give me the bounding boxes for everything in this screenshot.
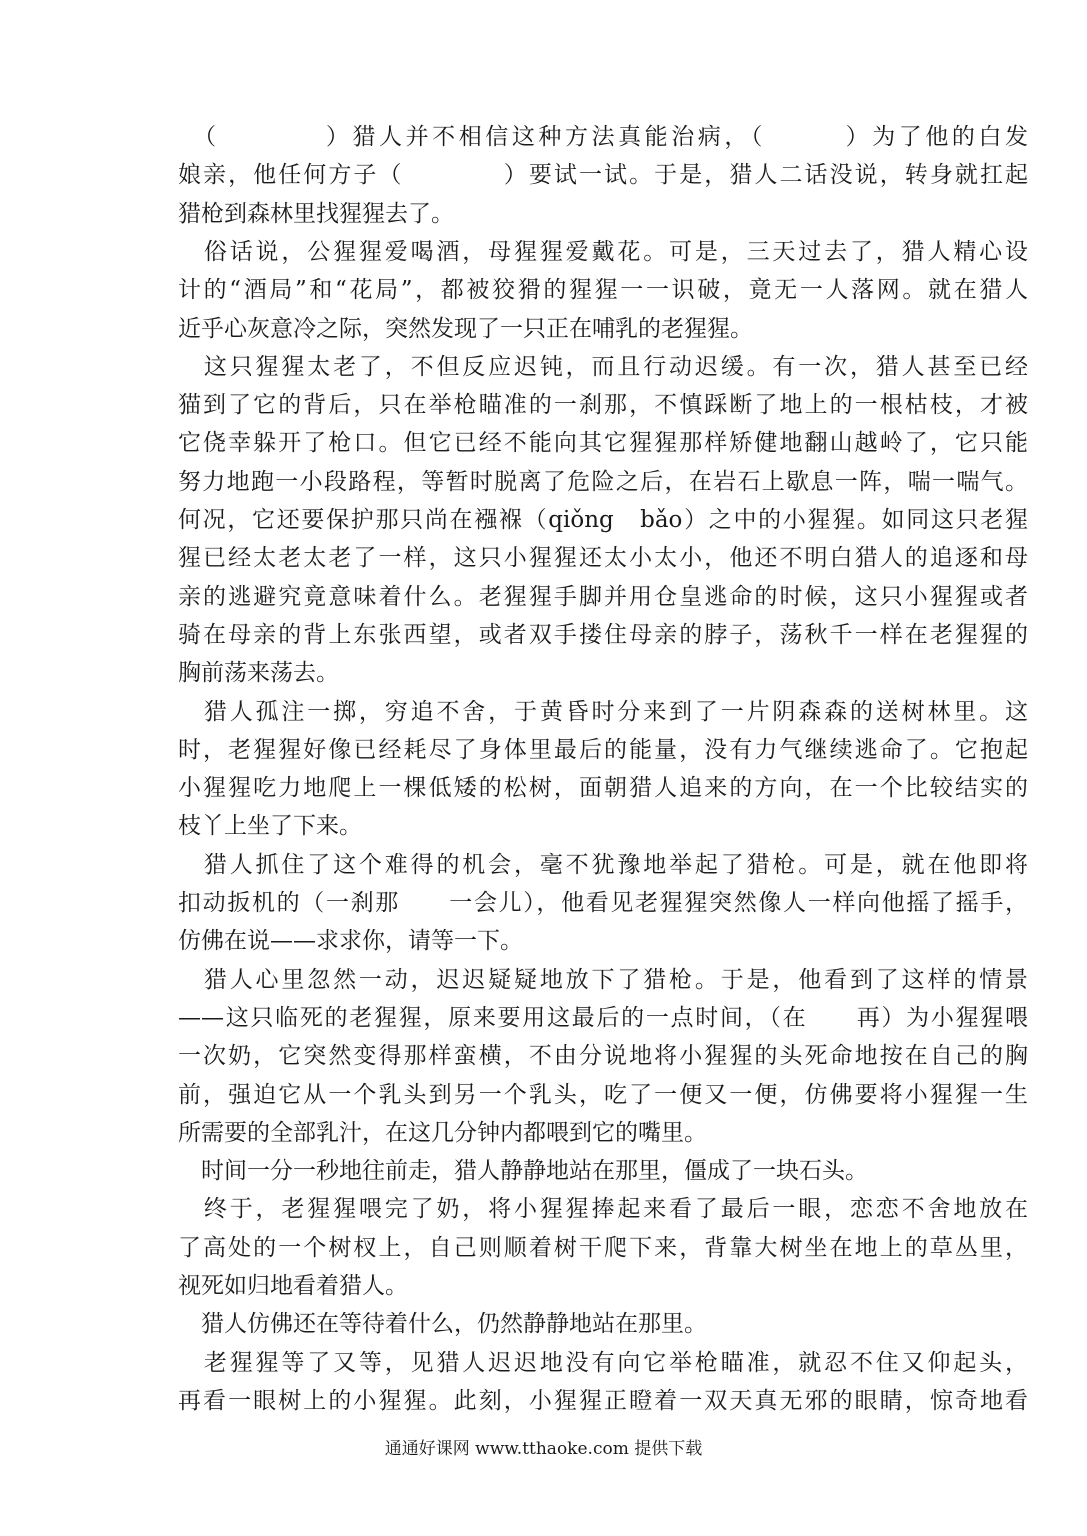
text-line: 时，老猩猩好像已经耗尽了身体里最后的能量，没有力气继续逃命了。它抱起 [178, 737, 1028, 763]
text-line: 它侥幸躲开了枪口。但它已经不能向其它猩猩那样矫健地翻山越岭了，它只能 [178, 430, 1028, 456]
text-line: 胸前荡来荡去。 [178, 660, 339, 686]
text-line: 再看一眼树上的小猩猩。此刻，小猩猩正瞪着一双天真无邪的眼睛，惊奇地看 [178, 1388, 1028, 1414]
text-line: 一次奶，它突然变得那样蛮横，不由分说地将小猩猩的头死命地按在自己的胸 [178, 1043, 1028, 1069]
text-line: 近乎心灰意冷之际，突然发现了一只正在哺乳的老猩猩。 [178, 316, 753, 342]
text-line: 猫到了它的背后，只在举枪瞄准的一刹那，不慎踩断了地上的一根枯枝，才被 [178, 392, 1028, 418]
text-line: 骑在母亲的背上东张西望，或者双手搂住母亲的脖子，荡秋千一样在老猩猩的 [178, 622, 1028, 648]
text-line: 猎人仿佛还在等待着什么，仍然静静地站在那里。 [178, 1311, 707, 1337]
text-line: 亲的逃避究竟意味着什么。老猩猩手脚并用仓皇逃命的时候，这只小猩猩或者 [178, 584, 1028, 610]
text-line: 仿佛在说——求求你，请等一下。 [178, 928, 523, 954]
text-line: 了高处的一个树杈上，自己则顺着树干爬下来，背靠大树坐在地上的草丛里， [178, 1235, 1028, 1261]
text-line: 猎人心里忽然一动，迟迟疑疑地放下了猎枪。于是，他看到了这样的情景 [178, 967, 1028, 993]
text-line: ——这只临死的老猩猩，原来要用这最后的一点时间，（在 再）为小猩猩喂 [178, 1005, 1028, 1031]
text-line: 小猩猩吃力地爬上一棵低矮的松树，面朝猎人追来的方向，在一个比较结实的 [178, 775, 1028, 801]
text-line: 枝丫上坐了下来。 [178, 813, 362, 839]
text-line: 所需要的全部乳汁，在这几分钟内都喂到它的嘴里。 [178, 1120, 707, 1146]
text-line: 前，强迫它从一个乳头到另一个乳头，吃了一便又一便，仿佛要将小猩猩一生 [178, 1082, 1028, 1108]
text-line: 猎人孤注一掷，穷追不舍，于黄昏时分来到了一片阴森森的送树林里。这 [178, 699, 1028, 725]
text-line: （ ）猎人并不相信这种方法真能治病，（ ）为了他的白发 [178, 124, 1028, 150]
text-line: 计的“酒局”和“花局”，都被狡猾的猩猩一一识破，竟无一人落网。就在猎人 [178, 277, 1028, 303]
text-line: 猎枪到森林里找猩猩去了。 [178, 201, 454, 227]
text-line: 老猩猩等了又等，见猎人迟迟地没有向它举枪瞄准，就忍不住又仰起头， [178, 1350, 1028, 1376]
page-footer: 通通好课网 www.tthaoke.com 提供下载 [384, 1439, 703, 1459]
text-line: 这只猩猩太老了，不但反应迟钝，而且行动迟缓。有一次，猎人甚至已经 [178, 354, 1028, 380]
text-line: 何况，它还要保护那只尚在襁褓（qiǒng bǎo）之中的小猩猩。如同这只老猩 [178, 507, 1028, 533]
text-line: 努力地跑一小段路程，等暂时脱离了危险之后，在岩石上歇息一阵，喘一喘气。 [178, 469, 1028, 495]
text-line: 时间一分一秒地往前走，猎人静静地站在那里，僵成了一块石头。 [178, 1158, 868, 1184]
text-line: 视死如归地看着猎人。 [178, 1273, 408, 1299]
text-line: 猎人抓住了这个难得的机会，毫不犹豫地举起了猎枪。可是，就在他即将 [178, 852, 1028, 878]
text-line: 俗话说，公猩猩爱喝酒，母猩猩爱戴花。可是，三天过去了，猎人精心设 [178, 239, 1028, 265]
text-line: 终于，老猩猩喂完了奶，将小猩猩捧起来看了最后一眼，恋恋不舍地放在 [178, 1196, 1028, 1222]
text-line: 扣动扳机的（一刹那 一会儿），他看见老猩猩突然像人一样向他摇了摇手， [178, 890, 1028, 916]
text-line: 猩已经太老太老了一样，这只小猩猩还太小太小，他还不明白猎人的追逐和母 [178, 545, 1028, 571]
text-line: 娘亲，他任何方子（ ）要试一试。于是，猎人二话没说，转身就扛起 [178, 162, 1028, 188]
